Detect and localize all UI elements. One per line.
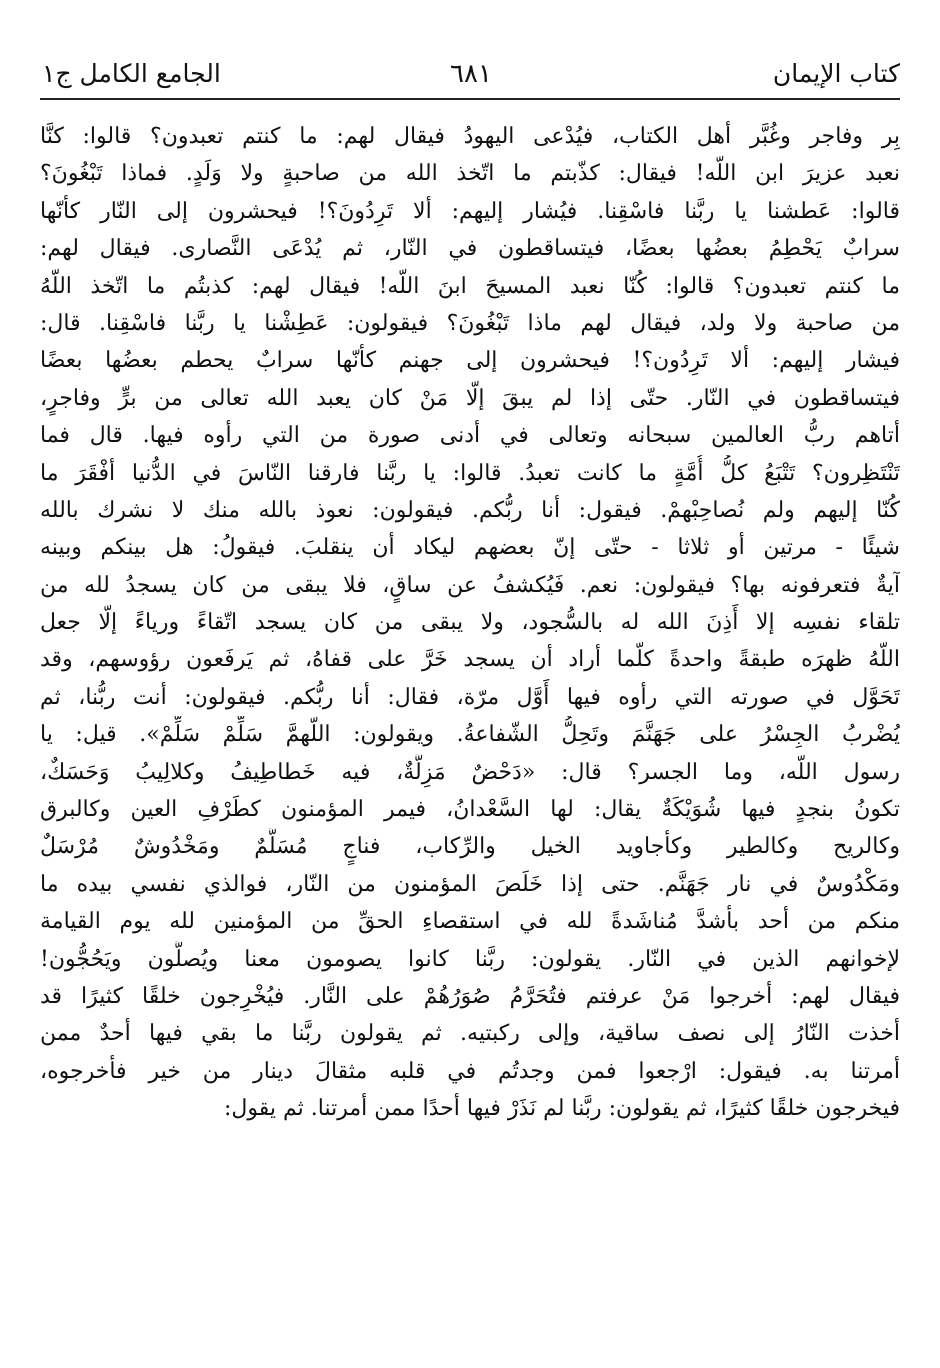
text-line: ما كنتم تعبدون؟ قالوا: كُنّا نعبد المسيحَ ابنَ اللّه! فيقال لهم: كذبتُم ما اتّخذ اللّهُ (40, 273, 900, 299)
text-line: ومَكْدُوسٌ في نار جَهَنَّم. حتى إذا خَلَصَ المؤمنون من النّار، فوالذي نفسي بيده ما (40, 871, 900, 897)
text-line: شيئًا - مرتين أو ثلاثا - حتّى إنّ بعضهم ليكاد أن ينقلبَ. فيقولُ: هل بينكم وبينه (40, 535, 900, 561)
body-text (40, 118, 900, 1128)
text-line: فيخرجون خلقًا كثيرًا، ثم يقولون: ربَّنا لم نَذَرْ فيها أحدًا ممن أمرتنا. ثم يقول: (224, 1096, 900, 1122)
book-title: كتاب الإيمان (772, 59, 900, 88)
text-line: من صاحبة ولا ولد، فيقال لهم ماذا تَبْغُونَ؟ فيقولون: عَطِشْنا يا ربَّنا فاسْقِنا. قال: (40, 310, 900, 336)
text-line: منكم من أحد بأشدَّ مُناشَدةً لله في استقصاءِ الحقِّ من المؤمنين لله يوم القيامة (40, 909, 900, 935)
page-number: ٦٨١ (450, 59, 492, 89)
text-line: تكونُ بنجدٍ فيها شُوَيْكَةٌ يقال: لها السَّعْدانُ، فيمر المؤمنون كطَرْفِ العين وكالبرق (40, 797, 900, 823)
text-line: آيةٌ فتعرفونه بها؟ فيقولون: نعم. فَيُكشفُ عن ساقٍ، فلا يبقى من كان يسجدُ لله من (40, 572, 900, 598)
text-line: أتاهم ربُّ العالمين سبحانه وتعالى في أدنى صورة من التي رأوه فيها. قال فما (40, 423, 900, 449)
text-line: نعبد عزيرَ ابن اللّه! فيقال: كذّبتم ما اتّخذ الله من صاحبةٍ ولا وَلَدٍ. فماذا تَبْغُونَ؟ (40, 161, 900, 187)
text-line: فيتساقطون في النّار. حتّى إذا لم يبقَ إلّا مَنْ كان يعبد الله تعالى من برٍّ وفاجرٍ، (40, 385, 900, 411)
text-line: سرابٌ يَحْطِمُ بعضُها بعضًا، فيتساقطون في النّار، ثم يُدْعَى النَّصارى. فيقال لهم: (40, 236, 900, 262)
text-line: بِر وفاجر وغُبَّر أهل الكتاب، فيُدْعى اليهودُ فيقال لهم: ما كنتم تعبدون؟ قالوا: كنَّا (40, 124, 900, 149)
text-line: يُضْربُ الجِسْرُ على جَهَنَّمَ وتَحِلُّ الشّفاعةُ. ويقولون: اللّهمَّ سَلِّمْ سَلِّمْ». قيل: يا (40, 722, 900, 748)
text-line: قالوا: عَطشنا يا ربَّنا فاسْقِنا. فيُشار إليهم: ألا تَرِدُونَ؟! فيحشرون إلى النّار كأنّها (40, 198, 900, 224)
text-line: أمرتنا به. فيقول: ارْجعوا فمن وجدتُم في قلبه مثقالَ دينار من خير فأخرجوه، (40, 1058, 900, 1084)
running-header (42, 58, 900, 98)
text-line: تَنْتَظِرون؟ تَتْبَعُ كلُّ أُمَّةٍ ما كانت تعبدُ. قالوا: يا ربَّنا فارقنا النّاسَ في الدُّنيا أفْقَرَ ما (40, 460, 900, 486)
text-line: تَحَوَّل في صورته التي رأوه فيها أَوَّل مرّة، فقال: أنا ربُّكم. فيقولون: أنت ربُّنا، ثم (40, 684, 900, 710)
text-line: فيقال لهم: أخرجوا مَنْ عرفتم فتُحَرَّمُ صُوَرُهُمْ على النَّار. فيُخْرِجون خلقًا كثيرًا قد (40, 983, 900, 1009)
text-line: فيشار إليهم: ألا تَرِدُون؟! فيحشرون إلى جهنم كأنّها سرابٌ يحطم بعضُها بعضًا (40, 348, 900, 374)
text-line: اللّهُ ظهرَه طبقةً واحدةً كلّما أراد أن يسجد خَرَّ على قفاهُ، ثم يَرفَعون رؤوسهم، وقد (40, 647, 900, 673)
text-line: وكالريح وكالطير وكأجاويد الخيل والرِّكاب، فناجٍ مُسَلَّمٌ ومَخْدُوشٌ مُرْسَلٌ (40, 834, 900, 860)
text-line: أخذت النّارُ إلى نصف ساقية، وإلى ركبتيه. ثم يقولون ربَّنا ما بقي فيها أحدٌ ممن (40, 1021, 900, 1047)
header-divider (40, 98, 900, 100)
volume-title: الجامع الكامل ج١ (42, 59, 221, 88)
text-line: لإخوانهم الذين في النّار. يقولون: ربَّنا كانوا يصومون معنا ويُصلُّون ويَحُجُّون! (40, 946, 900, 972)
text-line: كُنّا إليهم ولم نُصاحِبْهمْ. فيقول: أنا ربُّكم. فيقولون: نعوذ بالله منك لا نشرك بالله (40, 497, 900, 523)
text-line: رسول اللّه، وما الجسر؟ قال: «دَحْضٌ مَزِلَّةٌ، فيه خَطاطِيفُ وكلالِيبُ وَحَسَكٌ، (40, 759, 900, 785)
text-line: تلقاء نفسِه إلا أَذِنَ الله له بالسُّجود، ولا يبقى من كان يسجد اتّقاءً ورياءً إلّا جعل (40, 610, 900, 636)
